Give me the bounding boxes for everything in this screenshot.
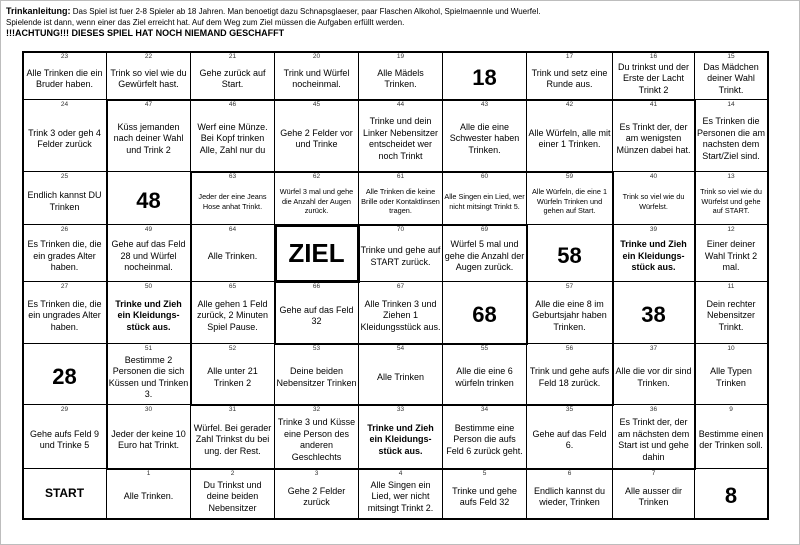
field-number: 22	[144, 53, 153, 60]
field-text: Trink und Würfel nocheinmal.	[283, 67, 350, 89]
field-number: 31	[228, 406, 237, 413]
board-field	[695, 225, 768, 282]
field-number: 27	[60, 283, 69, 290]
field-text: Das Mädchen deiner Wahl Trinkt.	[703, 61, 759, 95]
instructions-header	[6, 6, 786, 39]
field-number: 35	[565, 406, 574, 413]
field-number: 19	[396, 53, 405, 60]
field-text: START	[44, 486, 85, 500]
field-number: 17	[565, 53, 574, 60]
field-text: Gehe aufs Feld 9 und Trinke 5	[29, 428, 100, 450]
field-number: 9	[729, 406, 733, 413]
field-text: Trinke und Zieh ein Kleidungs-stück aus.	[367, 422, 434, 456]
field-text: Trinke und Zieh ein Kleidungs-stück aus.	[115, 298, 182, 332]
field-text: Gehe 2 Felder zurück	[287, 485, 346, 507]
field-number: 29	[60, 406, 69, 413]
field-text: 48	[136, 187, 161, 213]
field-text: Trinke und gehe auf START zurück.	[360, 245, 441, 267]
board-field	[695, 52, 768, 100]
field-number: 4	[398, 470, 403, 477]
board-field	[107, 282, 191, 344]
field-text: Würfel 3 mal und gehe die Anzahl der Augen zurück.	[279, 187, 354, 216]
field-number: 51	[144, 345, 153, 352]
field-text: Deine beiden Nebensitzer Trinken	[276, 366, 357, 388]
board-field	[23, 405, 107, 469]
field-text: Trink und setz eine Runde aus.	[531, 67, 608, 89]
field-text: Alle Trinken	[376, 371, 425, 382]
field-number: 63	[228, 173, 237, 180]
field-text: Alle Mädels Trinken.	[377, 67, 424, 89]
board-field	[613, 100, 695, 172]
field-text: Es Trinken die, die ein ungrades Alter haben.	[27, 298, 102, 332]
field-text: 18	[472, 65, 497, 90]
board-field	[23, 469, 107, 519]
field-text: 68	[472, 302, 497, 327]
field-text: Alle gehen 1 Feld zurück, 2 Minuten Spiel Pause.	[196, 298, 269, 332]
board-field	[443, 405, 527, 469]
board-field	[613, 52, 695, 100]
field-text: Bestimme einen der Trinken soll.	[698, 428, 764, 450]
field-number: 59	[565, 173, 574, 180]
board-field	[613, 282, 695, 344]
board-field	[275, 469, 359, 519]
field-text: Du trinkst und der Erste der Lacht Trinkt 2	[617, 61, 690, 95]
field-number: 54	[396, 345, 405, 352]
board-field	[191, 282, 275, 344]
field-text: Bestimme eine Person die aufs Feld 6 zurück geht.	[446, 422, 523, 456]
field-number: 33	[396, 406, 405, 413]
field-text: Alle ausser dir Trinken	[624, 485, 683, 507]
board-field	[527, 172, 613, 225]
board-field	[527, 405, 613, 469]
board-field	[191, 52, 275, 100]
board-field	[191, 172, 275, 225]
board-field	[275, 225, 359, 282]
board-field	[359, 100, 443, 172]
field-text: Alle die eine Schwester haben Trinken.	[449, 121, 520, 155]
field-text: Alle Trinken.	[207, 250, 258, 261]
field-text: Jeder der keine 10 Euro hat Trinkt.	[111, 428, 186, 450]
field-text: Würfel 5 mal und gehe die Anzahl der Augen zurück.	[444, 239, 525, 273]
field-number: 60	[480, 173, 489, 180]
warning-text: !!!ACHTUNG!!! DIESES SPIEL HAT NOCH NIEMAND GESCHAFFT	[6, 28, 285, 38]
field-text: Trink so viel wie du Würfelst.	[622, 191, 685, 211]
field-number: 36	[649, 406, 658, 413]
field-text: Alle Typen Trinken	[710, 366, 752, 388]
board-field	[695, 469, 768, 519]
field-text: 58	[557, 242, 582, 268]
field-text: Bestimme 2 Personen die sich Küssen und Trinken 3.	[108, 354, 189, 399]
board-field	[359, 225, 443, 282]
board-field	[695, 172, 768, 225]
field-text: Alle die eine 6 würfeln trinken	[455, 366, 514, 388]
board-field	[443, 172, 527, 225]
board-field	[23, 172, 107, 225]
board-field	[613, 344, 695, 405]
field-number: 30	[144, 406, 153, 413]
field-number: 61	[396, 173, 405, 180]
board-field	[191, 469, 275, 519]
field-text: Endlich kannst DU Trinken	[27, 190, 102, 212]
board-field	[443, 225, 527, 282]
field-number: 24	[60, 101, 69, 108]
field-text: Trink und gehe aufs Feld 18 zurück.	[529, 366, 610, 388]
board-field	[23, 100, 107, 172]
field-number: 64	[228, 226, 237, 233]
field-text: Alle unter 21 Trinken 2	[207, 366, 258, 388]
field-number: 42	[565, 101, 574, 108]
board-field	[23, 344, 107, 405]
field-number: 67	[396, 283, 405, 290]
board-field	[443, 282, 527, 344]
board-field	[191, 405, 275, 469]
field-number: 3	[314, 470, 319, 477]
board-field	[695, 282, 768, 344]
field-number: 65	[228, 283, 237, 290]
board-field	[443, 52, 527, 100]
field-number: 40	[649, 173, 658, 180]
board-field	[23, 282, 107, 344]
field-number: 5	[482, 470, 487, 477]
field-number: 23	[60, 53, 69, 60]
board-field	[527, 100, 613, 172]
field-text: Alle Würfeln, alle mit einer 1 Trinken.	[528, 127, 611, 149]
field-number: 44	[396, 101, 405, 108]
field-text: Einer deiner Wahl Trinkt 2 mal.	[704, 239, 758, 273]
field-number: 26	[60, 226, 69, 233]
field-text: Es Trinken die Personen die am nachsten dem Start/Ziel sind.	[696, 116, 766, 161]
field-number: 25	[60, 173, 69, 180]
instructions-text-1: Das Spiel ist fuer 2-8 Spieler ab 18 Jahren. Man benoetigt dazu Schnapsglaeser, paar Flaschen Alkohol, Spielmaennle und Wuerfel.	[72, 7, 541, 16]
field-number: 62	[312, 173, 321, 180]
instructions-line-1	[6, 6, 786, 17]
field-number: 37	[649, 345, 658, 352]
board-field	[23, 52, 107, 100]
board-field	[275, 405, 359, 469]
board-field	[695, 344, 768, 405]
board-field	[191, 344, 275, 405]
field-number: 52	[228, 345, 237, 352]
board-field	[107, 100, 191, 172]
field-number: 53	[312, 345, 321, 352]
field-text: Trinke und gehe aufs Feld 32	[452, 485, 517, 507]
field-number: 20	[312, 53, 321, 60]
field-number: 47	[144, 101, 153, 108]
field-text: Gehe 2 Felder vor und Trinke	[280, 127, 353, 149]
field-text: Gehe auf das Feld 32	[279, 304, 354, 326]
field-text: Alle die eine 8 im Geburtsjahr haben Trinken.	[532, 298, 607, 332]
field-text: 28	[52, 363, 77, 389]
field-text: 38	[641, 302, 666, 327]
board-field	[613, 405, 695, 469]
board-field	[695, 100, 768, 172]
board-field	[527, 344, 613, 405]
board-field	[359, 282, 443, 344]
field-text: Alle Trinken.	[123, 491, 174, 502]
field-text: Dein rechter Nebensitzer Trinkt.	[706, 298, 756, 332]
field-text: Trink 3 oder geh 4 Felder zurück	[28, 127, 101, 149]
board-field	[613, 225, 695, 282]
field-text: Trinke und Zieh ein Kleidungs-stück aus.	[620, 239, 687, 273]
field-number: 1	[146, 470, 151, 477]
field-number: 56	[565, 345, 574, 352]
field-number: 69	[480, 226, 489, 233]
board-field	[191, 225, 275, 282]
field-number: 32	[312, 406, 321, 413]
board-field	[191, 100, 275, 172]
board-field	[359, 52, 443, 100]
instructions-label: Trinkanleitung:	[6, 6, 71, 16]
field-number: 34	[480, 406, 489, 413]
board-field	[613, 469, 695, 519]
field-text: Alle Singen ein Lied, wer nicht mitsingt Trinkt 5.	[444, 191, 525, 211]
field-text: Alle Würfeln, die eine 1 Würfeln Trinken und gehen auf Start.	[531, 187, 608, 216]
board-field	[275, 282, 359, 344]
board-field	[275, 344, 359, 405]
board-field	[275, 52, 359, 100]
instructions-text-2: Spielende ist dann, wenn einer das Ziel erreicht hat. Auf dem Weg zum Ziel müssen die Aufgaben erfüllt werden.	[6, 18, 405, 27]
board-field	[107, 172, 191, 225]
field-text: Es Trinkt der, der am nächsten dem Start ist und gehe dahin	[617, 417, 690, 462]
field-text: Gehe zurück auf Start.	[199, 67, 266, 89]
board-field	[443, 344, 527, 405]
field-text: Küss jemanden nach deiner Wahl und Trink 2	[113, 121, 184, 155]
field-number: 12	[727, 226, 735, 233]
board-field	[107, 52, 191, 100]
field-number: 13	[727, 173, 735, 180]
field-text: Alle Trinken die ein Bruder haben.	[26, 67, 103, 89]
field-text: Trinke 3 und Küsse eine Person des anderen Geschlechts	[277, 417, 356, 462]
field-number: 43	[480, 101, 489, 108]
board-field	[527, 225, 613, 282]
field-text: Gehe auf das Feld 6.	[532, 428, 607, 450]
field-number: 45	[312, 101, 321, 108]
board-field	[275, 172, 359, 225]
field-number: 46	[228, 101, 237, 108]
field-text: Würfel. Bei gerader Zahl Trinkst du bei ung. der Rest.	[193, 422, 272, 456]
field-text: Es Trinkt der, der am wenigsten Münzen dabei hat.	[616, 121, 691, 155]
field-text: Alle Singen ein Lied, wer nicht mitsingt Trinkt 2.	[367, 479, 434, 513]
field-text: Gehe auf das Feld 28 und Würfel nocheinmal.	[111, 239, 186, 273]
field-number: 66	[312, 283, 321, 290]
board-field	[107, 225, 191, 282]
field-text: Alle Trinken 3 und Ziehen 1 Kleidungsstück aus.	[360, 298, 441, 332]
board-field	[107, 344, 191, 405]
game-board	[22, 51, 767, 518]
board-field	[443, 100, 527, 172]
field-number: 11	[727, 283, 735, 290]
field-number: 55	[480, 345, 489, 352]
board-field	[527, 469, 613, 519]
field-number: 6	[567, 470, 572, 477]
field-number: 15	[727, 53, 735, 60]
board-field	[527, 52, 613, 100]
board-field	[359, 344, 443, 405]
field-number: 14	[727, 101, 735, 108]
board-field	[107, 405, 191, 469]
field-number: 70	[396, 226, 405, 233]
field-number: 10	[727, 345, 735, 352]
field-number: 57	[565, 283, 574, 290]
field-text: Alle die vor dir sind Trinken.	[615, 366, 692, 388]
field-number: 50	[144, 283, 153, 290]
board-field	[443, 469, 527, 519]
field-text: ZIEL	[288, 237, 345, 268]
field-text: Jeder der eine Jeans Hose anhat Trinkt.	[198, 191, 267, 211]
field-text: 8	[724, 483, 738, 508]
field-text: Endlich kannst du wieder, Trinken	[533, 485, 606, 507]
board-field	[107, 469, 191, 519]
field-text: Werf eine Münze. Bei Kopf trinken Alle, Zahl nur du	[197, 121, 268, 155]
field-number: 21	[228, 53, 237, 60]
field-number: 16	[649, 53, 658, 60]
field-number: 41	[649, 101, 658, 108]
field-text: Trink so viel wie du Gewürfelt hast.	[110, 67, 187, 89]
board-field	[527, 282, 613, 344]
field-text: Trink so viel wie du Würfelst und gehe auf START.	[700, 187, 762, 216]
board-field	[695, 405, 768, 469]
field-number: 39	[649, 226, 658, 233]
field-text: Alle Trinken die keine Brille oder Kontaktlinsen tragen.	[361, 187, 440, 216]
field-number: 49	[144, 226, 153, 233]
field-number: 7	[651, 470, 656, 477]
board-field	[359, 172, 443, 225]
board-field	[275, 100, 359, 172]
field-text: Trinke und dein Linker Nebensitzer entscheidet wer noch Trinkt	[362, 116, 439, 161]
field-text: Du Trinkst und deine beiden Nebensitzer	[203, 479, 262, 513]
board-field	[23, 225, 107, 282]
board-field	[359, 469, 443, 519]
field-number: 2	[230, 470, 235, 477]
field-text: Es Trinken die, die ein grades Alter haben.	[27, 239, 102, 273]
board-field	[359, 405, 443, 469]
board-field	[613, 172, 695, 225]
